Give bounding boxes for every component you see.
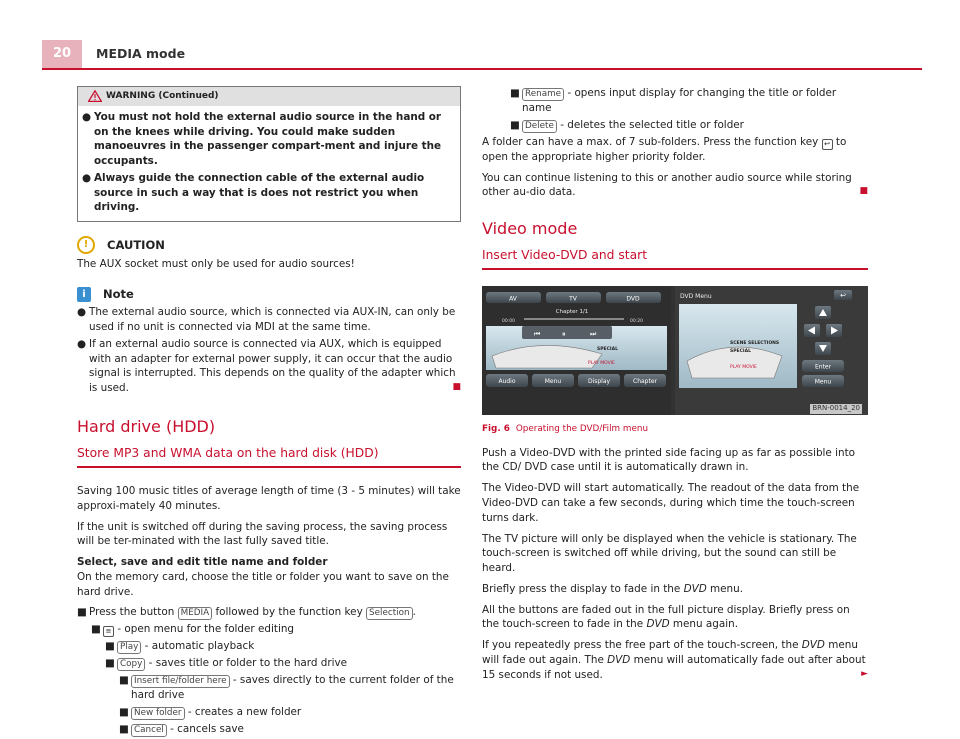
media-key: MEDIA xyxy=(178,607,213,620)
note-title: Note xyxy=(103,286,134,301)
caution-icon: ! xyxy=(77,236,95,254)
hdd-bold-line: Select, save and edit title name and folder xyxy=(77,556,328,569)
hdd-heading: Hard drive (HDD) xyxy=(77,416,216,436)
scene-selections-label: SCENE SELECTIONS xyxy=(730,341,780,347)
video-para-1: Push a Video-DVD with the printed side facing up as far as possible into the CD/ DVD case until it is automatically drawn in. xyxy=(482,446,856,474)
folder-para: A folder can have a max. of 7 sub-folders. Press the function key ↩ to open the appropriate higher priority folder. xyxy=(482,135,847,163)
copy-key: Copy xyxy=(117,658,145,671)
cancel-key: Cancel xyxy=(131,724,167,737)
info-icon: i xyxy=(77,287,91,302)
display-button-label: Display xyxy=(587,378,611,386)
special-label-right: SPECIAL xyxy=(730,349,751,355)
chapter-title: MEDIA mode xyxy=(96,46,186,61)
new-folder-key: New folder xyxy=(131,707,185,720)
dvd-menu-title: DVD Menu xyxy=(680,293,712,301)
chapter-button-label: Chapter xyxy=(633,378,657,386)
caution-text: The AUX socket must only be used for audio sources! xyxy=(77,258,355,271)
page-header xyxy=(42,40,922,70)
back-arrow-icon: ↩ xyxy=(822,139,833,150)
left-column xyxy=(77,86,461,739)
folder-menu-icon: ≡ xyxy=(103,626,114,637)
continue-arrow-icon: ► xyxy=(861,668,868,679)
rename-key: Rename xyxy=(522,88,564,101)
list-item: ■ Cancel - cancels save xyxy=(119,723,244,736)
warning-title: WARNING (Continued) xyxy=(106,91,219,101)
video-heading: Video mode xyxy=(482,219,578,239)
play-movie-label-right: PLAY MOVIE xyxy=(730,365,757,371)
video-para-4: Briefly press the display to fade in the DVD menu. xyxy=(482,582,744,595)
hdd-subheading: Store MP3 and WMA data on the hard disk (HDD) xyxy=(77,445,461,468)
page-number: 20 xyxy=(42,40,82,68)
time-start: 00:00 xyxy=(502,319,515,325)
video-para-6: If you repeatedly press the free part of the touch-screen, the DVD menu will fade out again. The DVD menu will automatically fade out after about 15 seconds if not used. ► xyxy=(482,639,868,681)
menu-button-label: Menu xyxy=(544,378,562,386)
prev-icon[interactable]: ⏮ xyxy=(534,330,541,339)
warning-header xyxy=(78,87,460,106)
warning-body xyxy=(78,106,460,221)
section-end-icon: ■ xyxy=(452,382,461,393)
next-icon[interactable]: ⏭ xyxy=(590,330,597,339)
play-key: Play xyxy=(117,641,141,654)
video-para-3: The TV picture will only be displayed when the vehicle is stationary. The touch-screen is switched off while driving, but the sound can still be heard. xyxy=(482,532,857,575)
note-block xyxy=(77,286,461,396)
caution-block xyxy=(77,236,461,272)
figure-caption: Fig. 6 Operating the DVD/Film menu xyxy=(482,424,649,435)
special-label-left: SPECIAL xyxy=(597,347,618,353)
audio-button-label: Audio xyxy=(498,378,516,386)
hdd-para-1: Saving 100 music titles of average length of time (3 - 5 minutes) will take approxi-mately 40 minutes. xyxy=(77,484,461,512)
video-para-5: All the buttons are faded out in the full picture display. Briefly press on the touch-screen to fade in the DVD menu again. xyxy=(482,603,850,631)
play-movie-label-left: PLAY MOVIE xyxy=(588,361,615,367)
hdd-para-3: On the memory card, choose the title or folder you want to save on the hard drive. xyxy=(77,570,449,598)
video-subheading: Insert Video-DVD and start xyxy=(482,247,868,270)
note-item: ● The external audio source, which is connected via AUX-IN, can only be used if no unit is connected via MDI at the same time. xyxy=(77,306,456,333)
list-item: ■ Insert file/folder here - saves directly to the current folder of the hard drive xyxy=(119,674,454,702)
continue-para: You can continue listening to this or another audio source while storing other au-dio data. ■ xyxy=(482,171,868,199)
list-item: ■ ≡ - open menu for the folder editing xyxy=(91,623,295,636)
chapter-label: Chapter 1/1 xyxy=(555,309,589,316)
delete-key: Delete xyxy=(522,120,557,133)
tab-tv-label: TV xyxy=(569,295,577,303)
warning-item: ● Always guide the connection cable of the external audio source in such a way that is does not restrict you when driving. xyxy=(82,171,425,214)
warning-triangle-icon xyxy=(88,90,102,102)
caution-title: CAUTION xyxy=(107,237,165,252)
list-item: ■ Delete - deletes the selected title or folder xyxy=(510,118,744,131)
hdd-para-2: If the unit is switched off during the saving process, the saving process will be ter-minated with the last fully saved title. xyxy=(77,520,448,548)
list-item: ■ Play - automatic playback xyxy=(105,640,255,653)
screen-back-icon: ↩ xyxy=(840,291,846,300)
list-item: ■ Rename - opens input display for changing the title or folder name xyxy=(510,87,837,114)
list-item: ■ Copy - saves title or folder to the hard drive xyxy=(105,657,348,670)
selection-key: Selection xyxy=(366,607,413,620)
list-item: ■ Press the button MEDIA followed by the function key Selection . xyxy=(77,606,416,619)
enter-button-label: Enter xyxy=(814,363,832,371)
screen-menu-button-label: Menu xyxy=(814,378,832,386)
right-column xyxy=(482,86,868,688)
progress-bar[interactable] xyxy=(524,318,624,320)
dvd-screen-illustration xyxy=(482,286,868,415)
section-end-icon: ■ xyxy=(859,186,868,197)
dvd-menu-figure xyxy=(482,286,868,415)
figure-code: BRN-0014_20 xyxy=(812,404,860,413)
tab-av-label: AV xyxy=(509,295,517,303)
time-end: 00:20 xyxy=(630,319,643,325)
warning-box xyxy=(77,86,461,222)
warning-item: ● You must not hold the external audio source in the hand or on the knees while driving. You could make sudden manoeuvres in the passenger compart-ment and injure the occupants. xyxy=(82,110,442,168)
video-para-2: The Video-DVD will start automatically. The readout of the data from the Video-DVD can take a few seconds, during which time the touch-screen turns dark. xyxy=(482,482,860,524)
note-item: ● If an external audio source is connected via AUX, which is equipped with an adapter for external power supply, it can occur that the audio signal is interrupted. This depends on the quality of the adapter which is used. ■ xyxy=(77,337,461,395)
insert-file-folder-key: Insert file/folder here xyxy=(131,675,230,688)
tab-dvd-label: DVD xyxy=(626,295,640,303)
list-item: ■ New folder - creates a new folder xyxy=(119,706,302,719)
pause-icon[interactable]: ⏸ xyxy=(562,330,566,339)
